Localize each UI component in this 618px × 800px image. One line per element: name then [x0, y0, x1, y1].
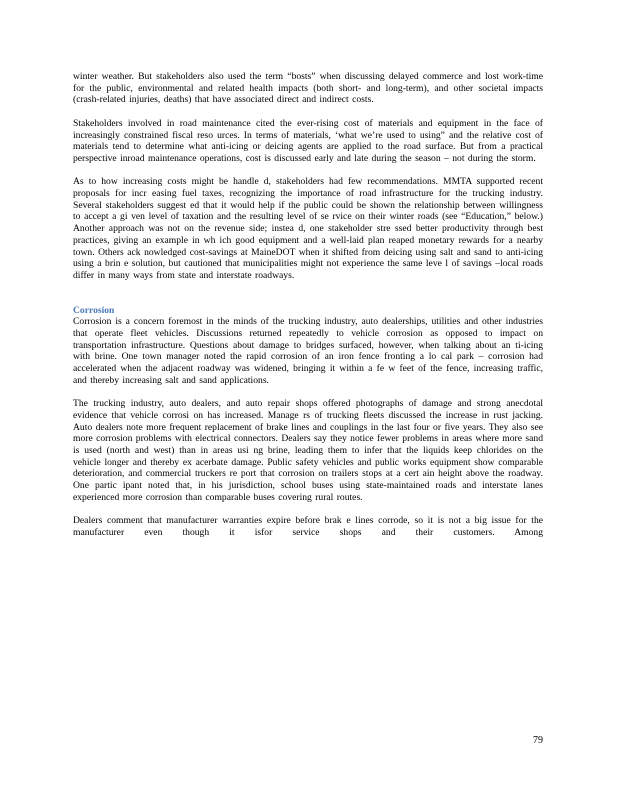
paragraph-trucking-evidence: The trucking industry, auto dealers, and auto repair shops offered photographs of damage and strong anecdotal evidence that vehicle corrosi on has increased. Manage rs of trucking fleets discussed the increase in rust jacking. Auto dealers note more frequent replacement of brake lines and couplings in the last four or five years. They also see more corrosion problems with electrical connectors. Dealers say they notice fewer problems in areas where more sand is used (north and west) than in areas usi ng brine, leading them to infer that the liquids keep chlorides on the vehicle longer and thereby ex acerbate damage. Public safety vehicles and public works equipment show comparable deterioration, and commercial truckers re port that corrosion on trailers stops at a cert ain height above the roadway. One partic ipant noted that, in his jurisdiction, school buses using state-maintained roads and interstate lanes experienced more corrosion than comparable buses covering rural routes. — [73, 398, 543, 503]
paragraph-dealers-warranties: Dealers comment that manufacturer warranties expire before brak e lines corrode, so it is not a big issue for the manufacturer even though it isfor service shops and their customers. Among — [73, 515, 543, 538]
paragraph-corrosion-concern: Corrosion is a concern foremost in the minds of the trucking industry, auto dealerships, utilities and other industries that operate fleet vehicles. Discussions returned repeatedly to vehicle corrosion as opposed to impact on transportation infrastructure. Questions about damage to bridges surfaced, however, when talking about an ti-icing with brine. One town manager noted the rapid corrosion of an iron fence fronting a lo cal park – corrosion had accelerated when the adjacent roadway was widened, bringing it within a fe w feet of the fence, increasing traffic, and thereby increasing salt and sand applications. — [73, 316, 543, 386]
body-text — [73, 71, 543, 539]
page-number: 79 — [533, 735, 543, 746]
paragraph-costs-continued: winter weather. But stakeholders also used the term “bosts” when discussing delayed commerce and lost work-time for the public, environmental and related health impacts (both short- and long-term), and other societal impacts (crash-related injuries, deaths) that have associated direct and indirect costs. — [73, 71, 543, 106]
paragraph-increasing-costs: As to how increasing costs might be handle d, stakeholders had few recommendations. MMTA supported recent proposals for incr easing fuel taxes, recognizing the importance of road infrastructure for the trucking industry. Several stakeholders suggest ed that it would help if the public could be shown the relationship between willingness to accept a gi ven level of taxation and the resulting level of se rvice on their winter roads (see “Education,” below.) Another approach was not on the revenue side; instea d, one stakeholder stre ssed better productivity through best practices, giving an example in wh ich good equipment and a well-laid plan reaped monetary rewards for a nearby town. Others ack nowledged cost-savings at MaineDOT when it shifted from deicing using salt and sand to anti-icing using a brin e solution, but cautioned that municipalities might not experience the same leve l of savings –local roads differ in many ways from state and interstate roadways. — [73, 176, 543, 281]
section-heading-corrosion: Corrosion — [73, 304, 115, 316]
paragraph-road-maintenance: Stakeholders involved in road maintenance cited the ever-rising cost of materials and equipment in the face of increasingly constrained fiscal reso urces. In terms of materials, ‘what we’re used to using” and the relative cost of materials tend to determine what anti-icing or deicing agents are applied to the road surface. But from a practical perspective inroad maintenance operations, cost is discussed early and late during the season – not during the storm. — [73, 117, 543, 164]
